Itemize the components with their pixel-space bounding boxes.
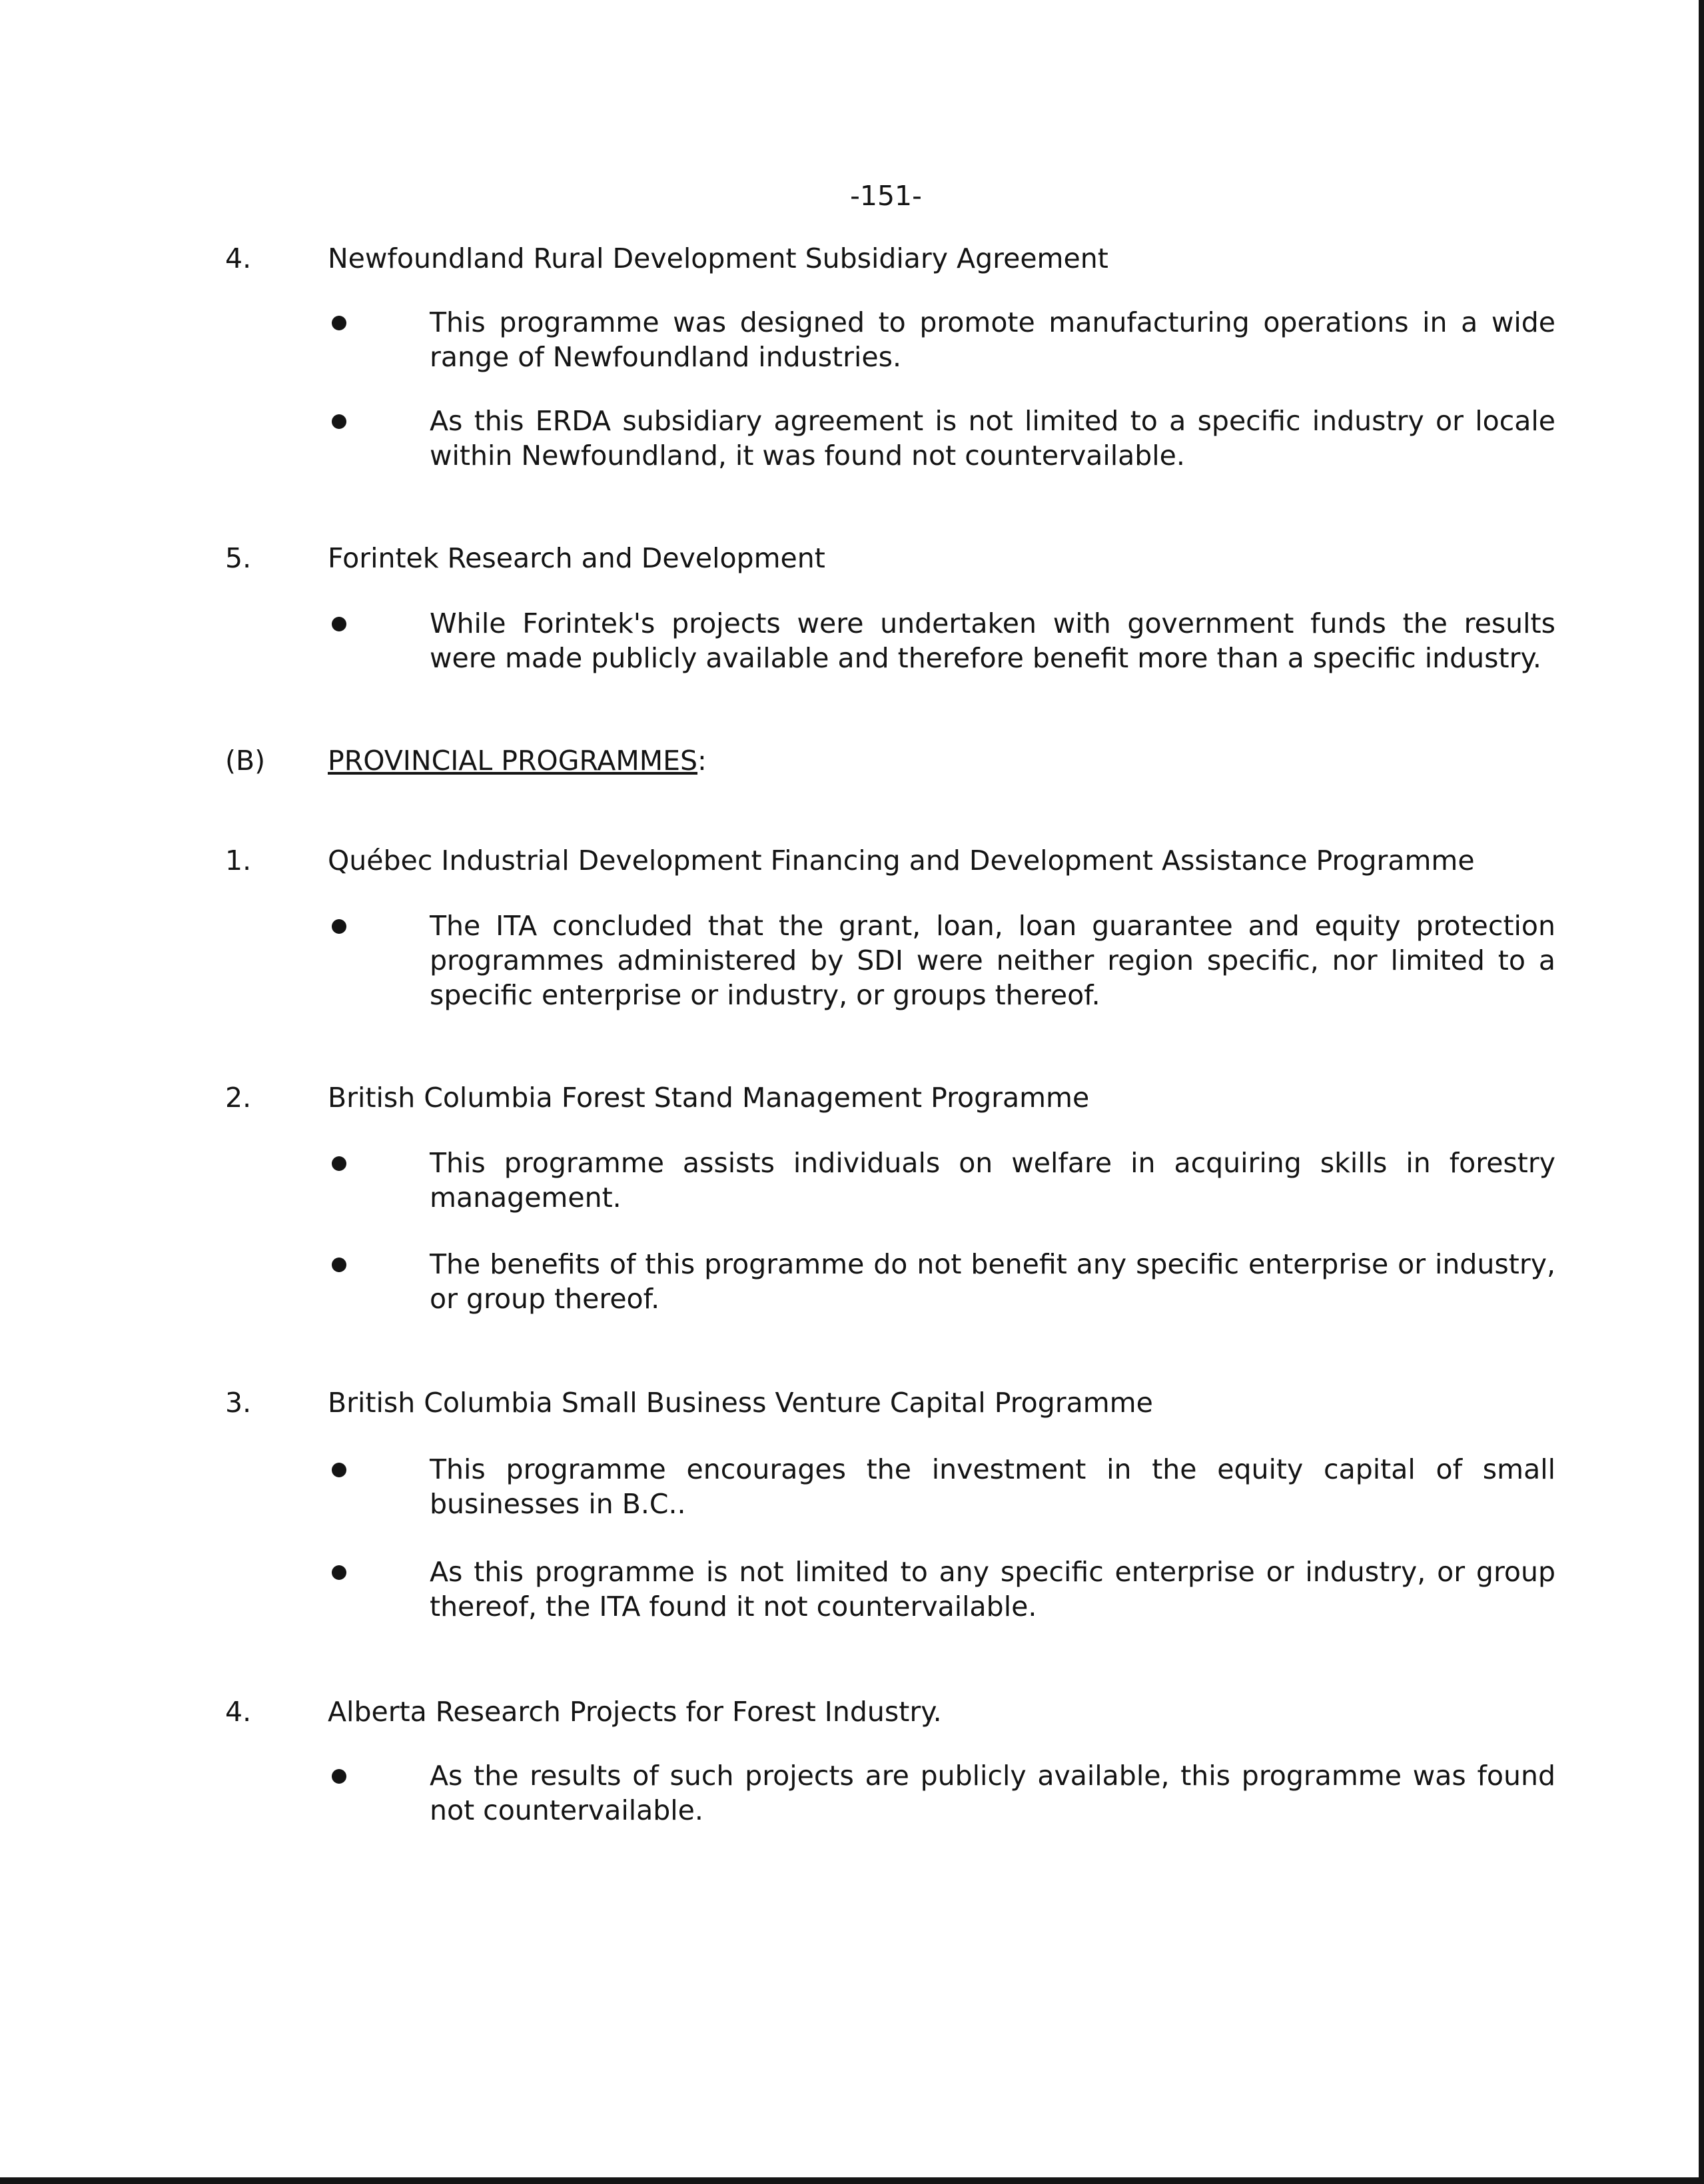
bullet-icon	[332, 1769, 346, 1784]
bullet-text: The benefits of this programme do not benefit any specific enterprise or industry, or group thereof.	[430, 1248, 1555, 1315]
part-title-colon: :	[697, 745, 707, 777]
section-number: 5.	[225, 542, 252, 574]
section-heading: Forintek Research and Development	[328, 542, 825, 574]
part-heading	[328, 743, 707, 778]
section-heading: Newfoundland Rural Development Subsidiary Agreement	[328, 242, 1108, 274]
section-number: 2.	[225, 1082, 252, 1114]
section-heading: British Columbia Small Business Venture Capital Programme	[328, 1387, 1153, 1419]
bullet-icon	[332, 316, 346, 330]
bullet-icon	[332, 414, 346, 429]
bullet-text: This programme encourages the investment in the equity capital of small businesses in B.C..	[430, 1453, 1555, 1520]
bullet-icon	[332, 1565, 346, 1580]
bullet-icon	[332, 919, 346, 934]
bullet-text: While Forintek's projects were undertaken with government funds the results were made publicly available and therefore benefit more than a specific industry.	[430, 607, 1555, 674]
bullet-text: This programme was designed to promote manufacturing operations in a wide range of Newfoundland industries.	[430, 306, 1555, 373]
section-heading: British Columbia Forest Stand Management Programme	[328, 1082, 1090, 1114]
bullet-text: As this ERDA subsidiary agreement is not limited to a specific industry or locale within Newfoundland, it was found not countervailable.	[430, 405, 1555, 472]
section-number: 4.	[225, 242, 252, 274]
section-heading: Alberta Research Projects for Forest Industry.	[328, 1696, 942, 1728]
bullet-icon	[332, 1156, 346, 1171]
scan-edge-right	[1699, 0, 1704, 2184]
bullet-text: The ITA concluded that the grant, loan, loan guarantee and equity protection programmes administered by SDI were neither region specific, nor limited to a specific enterprise or industry, or groups thereof.	[430, 910, 1555, 1011]
bullet-text: As this programme is not limited to any specific enterprise or industry, or group thereof, the ITA found it not countervailable.	[430, 1556, 1555, 1623]
bullet-text: As the results of such projects are publicly available, this programme was found not countervailable.	[430, 1760, 1555, 1826]
bullet-icon	[332, 617, 346, 631]
part-title: PROVINCIAL PROGRAMMES	[328, 745, 698, 777]
bullet-icon	[332, 1258, 346, 1272]
bullet-text: This programme assists individuals on welfare in acquiring skills in forestry management.	[430, 1147, 1555, 1214]
part-label: (B)	[225, 745, 266, 777]
section-number: 4.	[225, 1696, 252, 1728]
page-number: -151-	[850, 180, 922, 212]
bullet-icon	[332, 1463, 346, 1477]
section-heading: Québec Industrial Development Financing and Development Assistance Programme	[328, 845, 1475, 877]
section-number: 1.	[225, 845, 252, 877]
scan-edge-bottom	[0, 2177, 1704, 2184]
section-number: 3.	[225, 1387, 252, 1419]
